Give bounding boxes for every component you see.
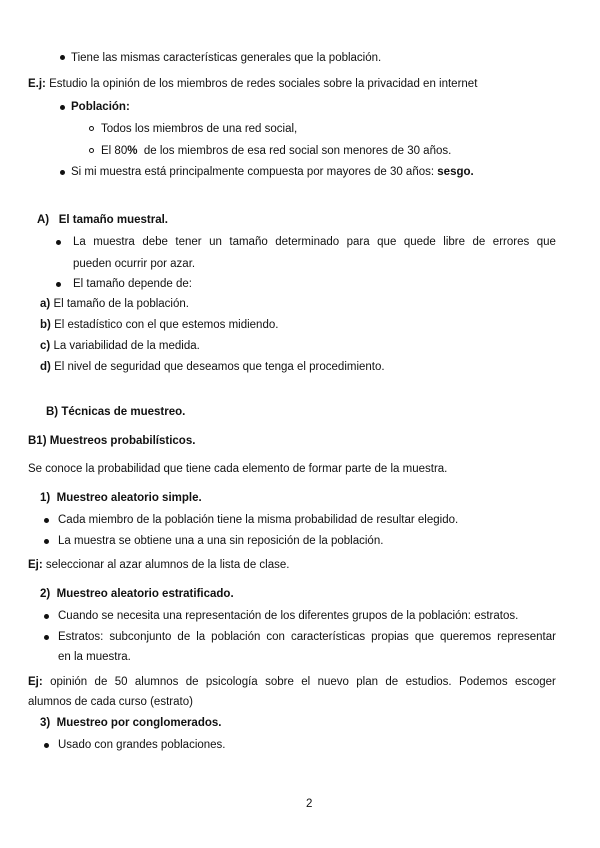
word: quede [403, 236, 436, 248]
word: determinado [275, 236, 340, 248]
bullet-icon [44, 743, 49, 748]
section-heading: B) Técnicas de muestreo. [46, 406, 186, 418]
word: la [196, 631, 206, 643]
bullet-text: Tiene las mismas características generales que la población. [71, 52, 382, 64]
word: Estratos: [58, 631, 104, 643]
bullet-icon [56, 282, 61, 287]
word: el [301, 676, 311, 688]
bullet-icon [44, 539, 49, 544]
percent-sign: % [127, 145, 138, 157]
bullet-text: La muestra se obtiene una a una sin reposición de la población. [58, 535, 384, 547]
word: que [377, 236, 397, 248]
section-heading: A) El tamaño muestral. [37, 214, 169, 226]
circle-bullet-icon [89, 126, 94, 131]
method-heading: 1) Muestreo aleatorio simple. [40, 492, 202, 504]
word: subconjunto [109, 631, 172, 643]
word: errores [492, 236, 530, 248]
word: libre [443, 236, 466, 248]
method-heading: 3) Muestreo por conglomerados. [40, 717, 222, 729]
bullet-text: Cada miembro de la población tiene la misma probabilidad de resultar elegido. [58, 514, 459, 526]
list-item [40, 339, 200, 353]
poblacion-label: Población: [71, 101, 130, 113]
word: queremos [440, 631, 492, 643]
word: sobre [265, 676, 294, 688]
example-text: seleccionar al azar alumnos de la lista de clase. [45, 559, 290, 571]
bullet-icon [44, 614, 49, 619]
example-line [28, 558, 289, 572]
sub-bullet-text [101, 144, 451, 158]
percent-rest: de los miembros de esa red social son menores de 30 años. [143, 145, 452, 157]
word: que [414, 631, 434, 643]
bullet-icon [44, 635, 49, 640]
list-label: a) [40, 298, 51, 310]
bullet-icon [60, 105, 65, 110]
list-text: El tamaño de la población. [53, 298, 189, 310]
bullet-text [71, 165, 474, 179]
method-heading: 2) Muestreo aleatorio estratificado. [40, 588, 234, 600]
word: para [346, 236, 370, 248]
page-number: 2 [306, 798, 313, 810]
list-text: El nivel de seguridad que deseamos que tenga el procedimiento. [54, 361, 385, 373]
word: nuevo [317, 676, 349, 688]
word: tamaño [229, 236, 268, 248]
word: psicología [205, 676, 258, 688]
bullet-icon [60, 170, 65, 175]
list-item [40, 318, 278, 332]
example-label: Ej: [28, 559, 43, 571]
example-label: E.j: [28, 78, 46, 90]
word: con [266, 631, 285, 643]
bullet-text: Usado con grandes poblaciones. [58, 739, 226, 751]
paragraph-line: alumnos de cada curso (estrato) [28, 696, 193, 708]
list-item [40, 360, 385, 374]
word: La [73, 236, 86, 248]
justified-line [73, 235, 556, 249]
example-line [28, 77, 477, 91]
justified-line [28, 675, 556, 689]
percent-value: El 80 [101, 145, 128, 157]
word: opinión [50, 676, 88, 688]
word: propias [371, 631, 409, 643]
word: Podemos [458, 676, 508, 688]
bullet-text: El tamaño depende de: [73, 278, 192, 290]
word: alumnos [134, 676, 179, 688]
example-text: Estudio la opinión de los miembros de redes sociales sobre la privacidad en internet [49, 78, 478, 90]
bullet-text: pueden ocurrir por azar. [73, 258, 196, 270]
justified-line [58, 630, 556, 644]
bullet-icon [44, 518, 49, 523]
word: 50 [114, 676, 128, 688]
circle-bullet-icon [89, 148, 94, 153]
list-text: La variabilidad de la medida. [53, 340, 200, 352]
word: de [94, 676, 108, 688]
word: estudios. [405, 676, 452, 688]
word: de [472, 236, 486, 248]
word: que [536, 236, 556, 248]
word: de [177, 631, 191, 643]
subsection-heading: B1) Muestreos probabilísticos. [28, 435, 196, 447]
word: un [209, 236, 222, 248]
sesgo-text: Si mi muestra está principalmente compuesta por mayores de 30 años: [71, 166, 435, 178]
bullet-icon [60, 55, 65, 60]
word: representar [497, 631, 556, 643]
word: de [185, 676, 199, 688]
bullet-icon [56, 240, 61, 245]
paragraph: Se conoce la probabilidad que tiene cada elemento de formar parte de la muestra. [28, 463, 448, 475]
word: muestra [93, 236, 135, 248]
bullet-text: en la muestra. [58, 651, 131, 663]
word: de [385, 676, 399, 688]
bullet-text: Cuando se necesita una representación de los diferentes grupos de la población: estratos. [58, 610, 519, 622]
word: población [211, 631, 261, 643]
list-label: d) [40, 361, 51, 373]
word: plan [356, 676, 379, 688]
sub-bullet-text: Todos los miembros de una red social, [101, 123, 298, 135]
example-label: Ej: [28, 676, 43, 688]
list-item [40, 297, 189, 311]
list-label: c) [40, 340, 51, 352]
word: debe [142, 236, 168, 248]
list-label: b) [40, 319, 51, 331]
list-text: El estadístico con el que estemos midiendo. [54, 319, 279, 331]
sesgo-bold: sesgo. [437, 166, 474, 178]
word: tener [175, 236, 202, 248]
word: características [290, 631, 366, 643]
word: escoger [514, 676, 556, 688]
